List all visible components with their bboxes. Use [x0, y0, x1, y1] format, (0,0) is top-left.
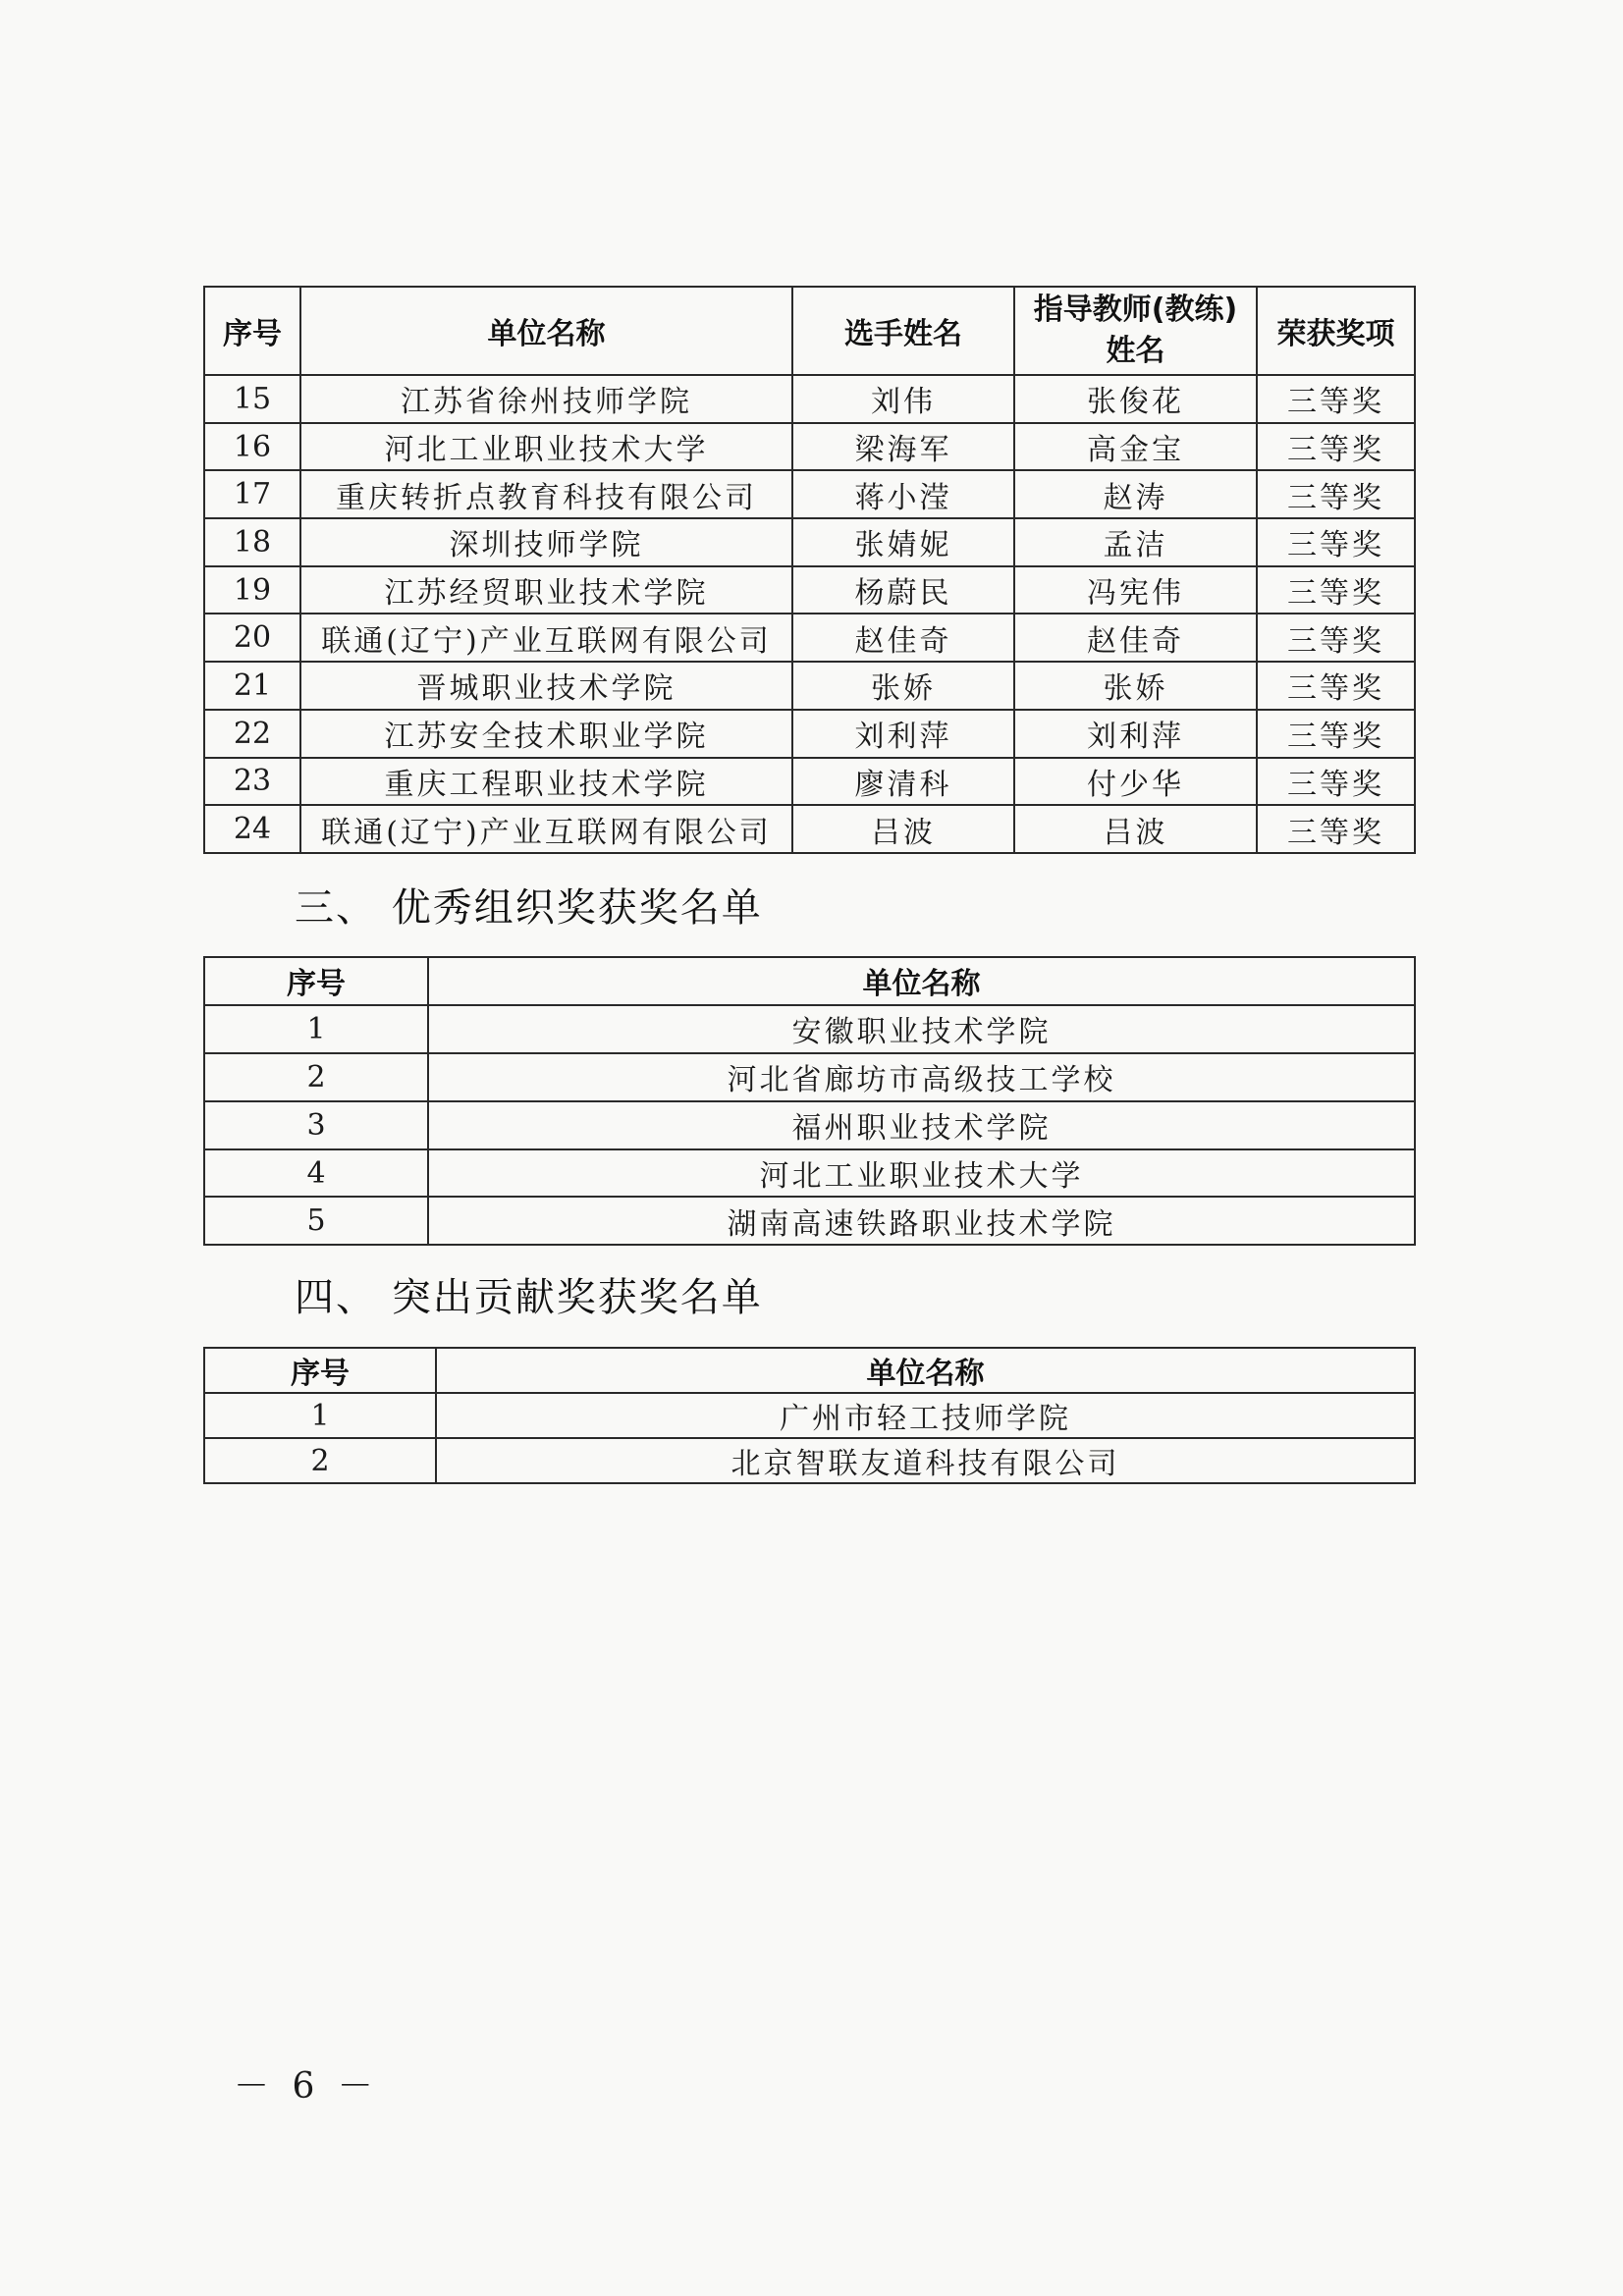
cell-index: 24 [204, 805, 300, 853]
cell-award: 三等奖 [1257, 375, 1415, 423]
cell-unit: 安徽职业技术学院 [428, 1005, 1415, 1053]
cell-index: 2 [204, 1438, 436, 1483]
col-header-contestant: 选手姓名 [792, 287, 1014, 375]
table-row [204, 518, 1415, 566]
cell-index: 23 [204, 758, 300, 806]
cell-contestant: 廖清科 [792, 758, 1014, 806]
cell-index: 1 [204, 1393, 436, 1438]
cell-instructor: 张娇 [1014, 662, 1257, 710]
cell-award: 三等奖 [1257, 662, 1415, 710]
table-header-row [204, 1348, 1415, 1393]
cell-index: 5 [204, 1197, 428, 1245]
cell-index: 2 [204, 1053, 428, 1101]
cell-unit: 广州市轻工技师学院 [436, 1393, 1415, 1438]
col-header-award: 荣获奖项 [1257, 287, 1415, 375]
table-row [204, 1438, 1415, 1483]
cell-contestant: 梁海军 [792, 423, 1014, 471]
cell-instructor: 付少华 [1014, 758, 1257, 806]
cell-unit: 重庆转折点教育科技有限公司 [300, 470, 792, 518]
cell-index: 16 [204, 423, 300, 471]
cell-instructor: 赵佳奇 [1014, 614, 1257, 662]
table-header-row [204, 957, 1415, 1005]
table-row [204, 375, 1415, 423]
cell-index: 18 [204, 518, 300, 566]
table-row [204, 1101, 1415, 1149]
cell-award: 三等奖 [1257, 566, 1415, 614]
col-header-unit: 单位名称 [436, 1348, 1415, 1393]
cell-instructor: 刘利萍 [1014, 710, 1257, 758]
section-title-organization-award: 三、 优秀组织奖获奖名单 [295, 885, 763, 931]
cell-instructor: 高金宝 [1014, 423, 1257, 471]
table-row [204, 470, 1415, 518]
table-row [204, 1393, 1415, 1438]
cell-index: 3 [204, 1101, 428, 1149]
cell-index: 1 [204, 1005, 428, 1053]
cell-index: 19 [204, 566, 300, 614]
cell-instructor: 孟洁 [1014, 518, 1257, 566]
cell-award: 三等奖 [1257, 423, 1415, 471]
cell-unit: 北京智联友道科技有限公司 [436, 1438, 1415, 1483]
table-row [204, 1149, 1415, 1198]
cell-unit: 河北工业职业技术大学 [300, 423, 792, 471]
table-header-row [204, 287, 1415, 375]
cell-award: 三等奖 [1257, 758, 1415, 806]
table-row [204, 566, 1415, 614]
col-header-index: 序号 [204, 287, 300, 375]
cell-index: 22 [204, 710, 300, 758]
cell-unit: 江苏省徐州技师学院 [300, 375, 792, 423]
cell-contestant: 刘伟 [792, 375, 1014, 423]
cell-instructor: 张俊花 [1014, 375, 1257, 423]
cell-instructor: 冯宪伟 [1014, 566, 1257, 614]
cell-index: 20 [204, 614, 300, 662]
table-row [204, 805, 1415, 853]
cell-unit: 江苏经贸职业技术学院 [300, 566, 792, 614]
cell-contestant: 张娇 [792, 662, 1014, 710]
table-row [204, 1053, 1415, 1101]
cell-unit: 河北省廊坊市高级技工学校 [428, 1053, 1415, 1101]
contribution-award-table [203, 1347, 1416, 1484]
cell-unit: 重庆工程职业技术学院 [300, 758, 792, 806]
cell-contestant: 吕波 [792, 805, 1014, 853]
cell-instructor: 赵涛 [1014, 470, 1257, 518]
cell-contestant: 杨蔚民 [792, 566, 1014, 614]
cell-contestant: 张婧妮 [792, 518, 1014, 566]
table-row [204, 662, 1415, 710]
cell-award: 三等奖 [1257, 614, 1415, 662]
section-title-contribution-award: 四、 突出贡献奖获奖名单 [295, 1275, 763, 1320]
table-row [204, 614, 1415, 662]
cell-index: 15 [204, 375, 300, 423]
table-row [204, 423, 1415, 471]
page-number: － 6 － [234, 2066, 379, 2107]
cell-index: 21 [204, 662, 300, 710]
cell-contestant: 蒋小滢 [792, 470, 1014, 518]
cell-unit: 联通(辽宁)产业互联网有限公司 [300, 805, 792, 853]
cell-unit: 河北工业职业技术大学 [428, 1149, 1415, 1198]
col-header-instructor: 指导教师(教练)姓名 [1014, 287, 1257, 375]
cell-instructor: 吕波 [1014, 805, 1257, 853]
cell-unit: 晋城职业技术学院 [300, 662, 792, 710]
col-header-unit: 单位名称 [300, 287, 792, 375]
table-row [204, 1197, 1415, 1245]
cell-contestant: 赵佳奇 [792, 614, 1014, 662]
cell-unit: 江苏安全技术职业学院 [300, 710, 792, 758]
table-row [204, 758, 1415, 806]
cell-contestant: 刘利萍 [792, 710, 1014, 758]
cell-unit: 深圳技师学院 [300, 518, 792, 566]
award-table-main [203, 286, 1416, 854]
table-row [204, 1005, 1415, 1053]
cell-award: 三等奖 [1257, 805, 1415, 853]
col-header-index: 序号 [204, 1348, 436, 1393]
col-header-unit: 单位名称 [428, 957, 1415, 1005]
cell-index: 4 [204, 1149, 428, 1198]
cell-award: 三等奖 [1257, 518, 1415, 566]
organization-award-table [203, 956, 1416, 1246]
cell-unit: 福州职业技术学院 [428, 1101, 1415, 1149]
cell-unit: 湖南高速铁路职业技术学院 [428, 1197, 1415, 1245]
cell-index: 17 [204, 470, 300, 518]
cell-award: 三等奖 [1257, 710, 1415, 758]
cell-unit: 联通(辽宁)产业互联网有限公司 [300, 614, 792, 662]
cell-award: 三等奖 [1257, 470, 1415, 518]
col-header-index: 序号 [204, 957, 428, 1005]
table-row [204, 710, 1415, 758]
